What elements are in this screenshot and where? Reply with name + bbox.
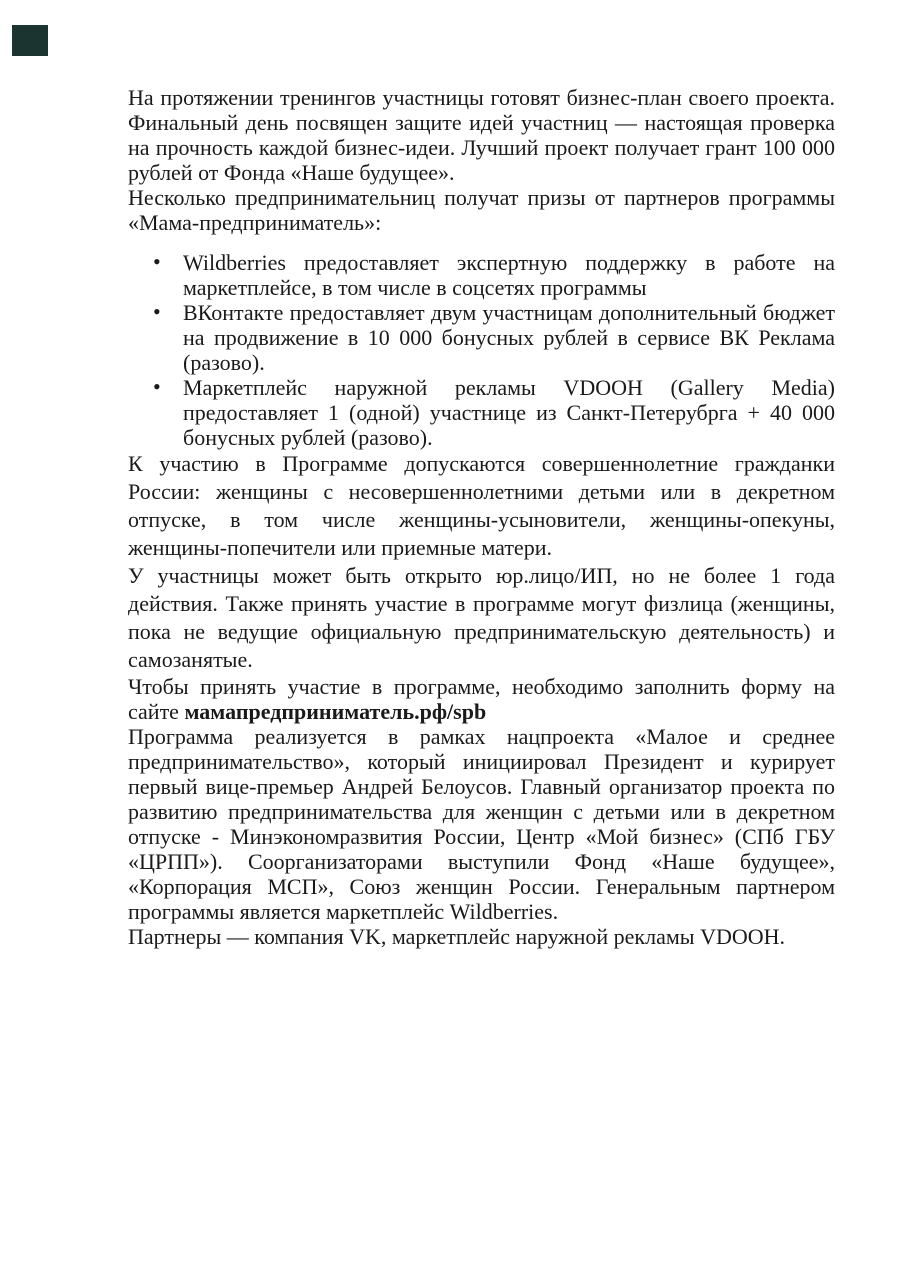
bullet-text-vdooh: Маркетплейс наружной рекламы VDOOH (Gallery Media) предоставляет 1 (одной) участнице из Санкт-Петерубрга + 40 000 бонусных рублей (разово). [183,375,835,450]
corner-mark [12,25,48,56]
bullet-icon: • [153,249,161,274]
apply-text: Чтобы принять участие в программе, необходимо заполнить форму на сайте [128,674,835,724]
document-page [128,85,835,949]
bullet-text-wildberries: Wildberries предоставляет экспертную поддержку в работе на маркетплейсе, в том числе в соцсетях программы [183,250,835,300]
paragraph-partners: Партнеры — компания VK, маркетплейс наружной рекламы VDOOH. [128,924,786,949]
list-item [128,250,835,300]
paragraph-trainings: На протяжении тренингов участницы готовят бизнес-план своего проекта. Финальный день посвящен защите идей участниц — настоящая проверка на прочность каждой бизнес-идеи. Лучший проект получает грант 100 000 рублей от Фонда «Наше будущее». [128,85,835,185]
paragraph-apply [128,674,835,724]
paragraph-prizes-intro: Несколько предпринимательниц получат призы от партнеров программы «Мама-предприниматель»: [128,185,835,235]
list-item [128,300,835,375]
list-item [128,375,835,450]
paragraph-legal-entity: У участницы может быть открыто юр.лицо/ИП, но не более 1 года действия. Также принять участие в программе могут физлица (женщины, пока не ведущие официальную предпринимательскую деятельность) и самозанятые. [128,563,835,672]
bullet-text-vkontakte: ВКонтакте предоставляет двум участницам дополнительный бюджет на продвижение в 10 000 бонусных рублей в сервисе ВК Реклама (разово). [183,300,835,375]
bullet-icon: • [153,299,161,324]
paragraph-program-info: Программа реализуется в рамках нацпроекта «Малое и среднее предпринимательство», который инициировал Президент и курирует первый вице-премьер Андрей Белоусов. Главный организатор проекта по развитию предпринимательства для женщин с детьми или в декретном отпуске - Минэкономразвития России, Центр «Мой бизнес» (СПб ГБУ «ЦРПП»). Соорганизаторами выступили Фонд «Наше будущее», «Корпорация МСП», Союз женщин России. Генеральным партнером программы является маркетплейс Wildberries. [128,724,835,924]
bullet-icon: • [153,374,161,399]
partner-prizes-list [128,250,835,450]
paragraph-eligibility: К участию в Программе допускаются совершеннолетние гражданки России: женщины с несовершеннолетними детьми или в декретном отпуске, в том числе женщины-усыновители, женщины-опекуны, женщины-попечители или приемные матери. [128,451,835,560]
apply-site-link-text: мамапредприниматель.рф/spb [184,699,487,724]
